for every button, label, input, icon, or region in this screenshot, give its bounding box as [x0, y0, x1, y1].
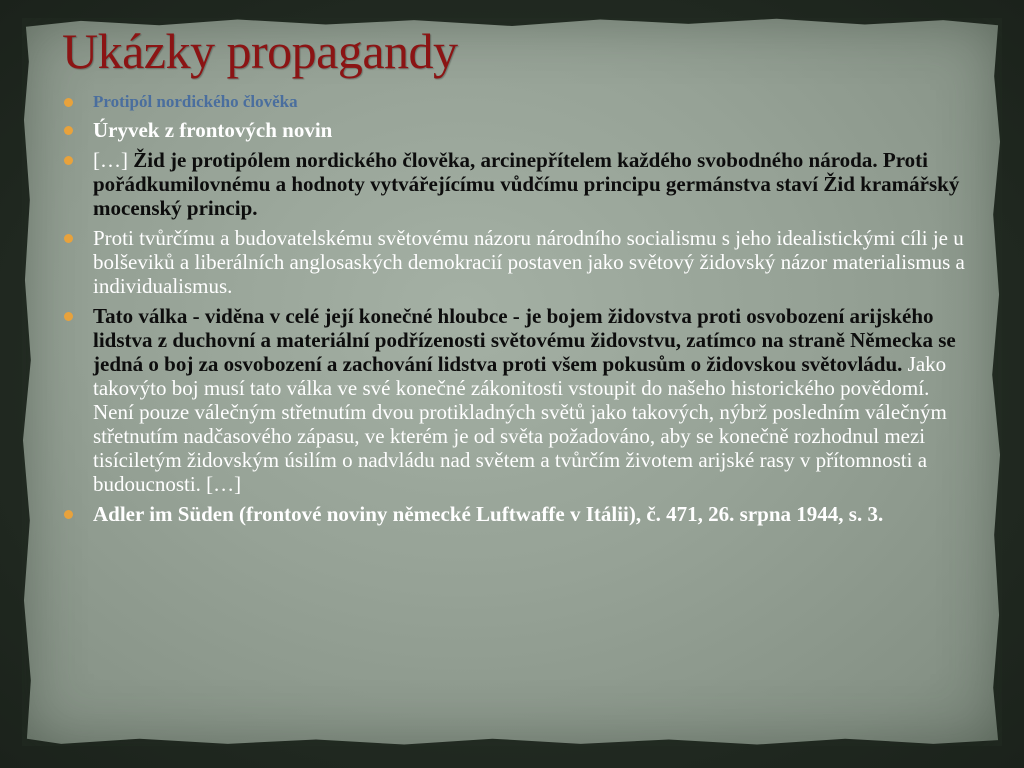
bullet-text: Protipól nordického člověka — [93, 92, 298, 111]
bullet-bold-text: Žid je protipólem nordického člověka, arcinepřítelem každého svobodného národa. Proti pořádkumilovnému a hodnoty vytvářejícímu vůdčímu principu germánstva staví Žid kramářský mocenský princip. — [93, 148, 960, 220]
bullet-dot-icon — [64, 98, 73, 107]
bullet-item — [64, 226, 974, 298]
bullet-dot-icon — [64, 126, 73, 135]
bullet-list — [64, 92, 974, 532]
bullet-text: Proti tvůrčímu a budovatelskému světovému názoru národního socialismu s jeho idealistickými cíli je u bolševiků a liberálních anglosaských demokracií postaven jako světový židovský názor materialismus a individualismus. — [93, 226, 965, 298]
bullet-item — [64, 92, 974, 112]
bullet-item — [64, 148, 974, 220]
bullet-bold-text: Tato válka - viděna v celé její konečné hloubce - je bojem židovstva proti osvobození arijského lidstva z duchovní a materiální podřízenosti světovému židovstvu, zatímco na straně Německa se jedná o boj za osvobození a zachování lidstva proti všem pokusům o židovskou světovládu. — [93, 304, 956, 376]
bullet-item — [64, 502, 974, 526]
slide-title: Ukázky propagandy — [62, 23, 458, 79]
bullet-dot-icon — [64, 234, 73, 243]
bullet-item — [64, 118, 974, 142]
bullet-item — [64, 304, 974, 496]
bullet-prefix: […] — [93, 148, 134, 172]
bullet-dot-icon — [64, 312, 73, 321]
bullet-dot-icon — [64, 156, 73, 165]
bullet-dot-icon — [64, 510, 73, 519]
bullet-text: Úryvek z frontových novin — [93, 118, 333, 142]
citation-text: Adler im Süden (frontové noviny německé Luftwaffe v Itálii), č. 471, 26. srpna 1944, s. 3. — [93, 502, 884, 526]
bullet-text: Jako takovýto boj musí tato válka ve své konečné zákonitosti vstoupit do našeho historického povědomí. Není pouze válečným střetnutím dvou protikladných světů jako takových, nýbrž posledním válečným střetnutím nadčasového zápasu, ve kterém je od světa požadováno, aby se konečně rozhodnul mezi tisíciletým židovským úsilím o nadvládu nad světem a tvůrčím životem arijské rasy v přítomnosti a budoucnosti. […] — [93, 352, 947, 496]
